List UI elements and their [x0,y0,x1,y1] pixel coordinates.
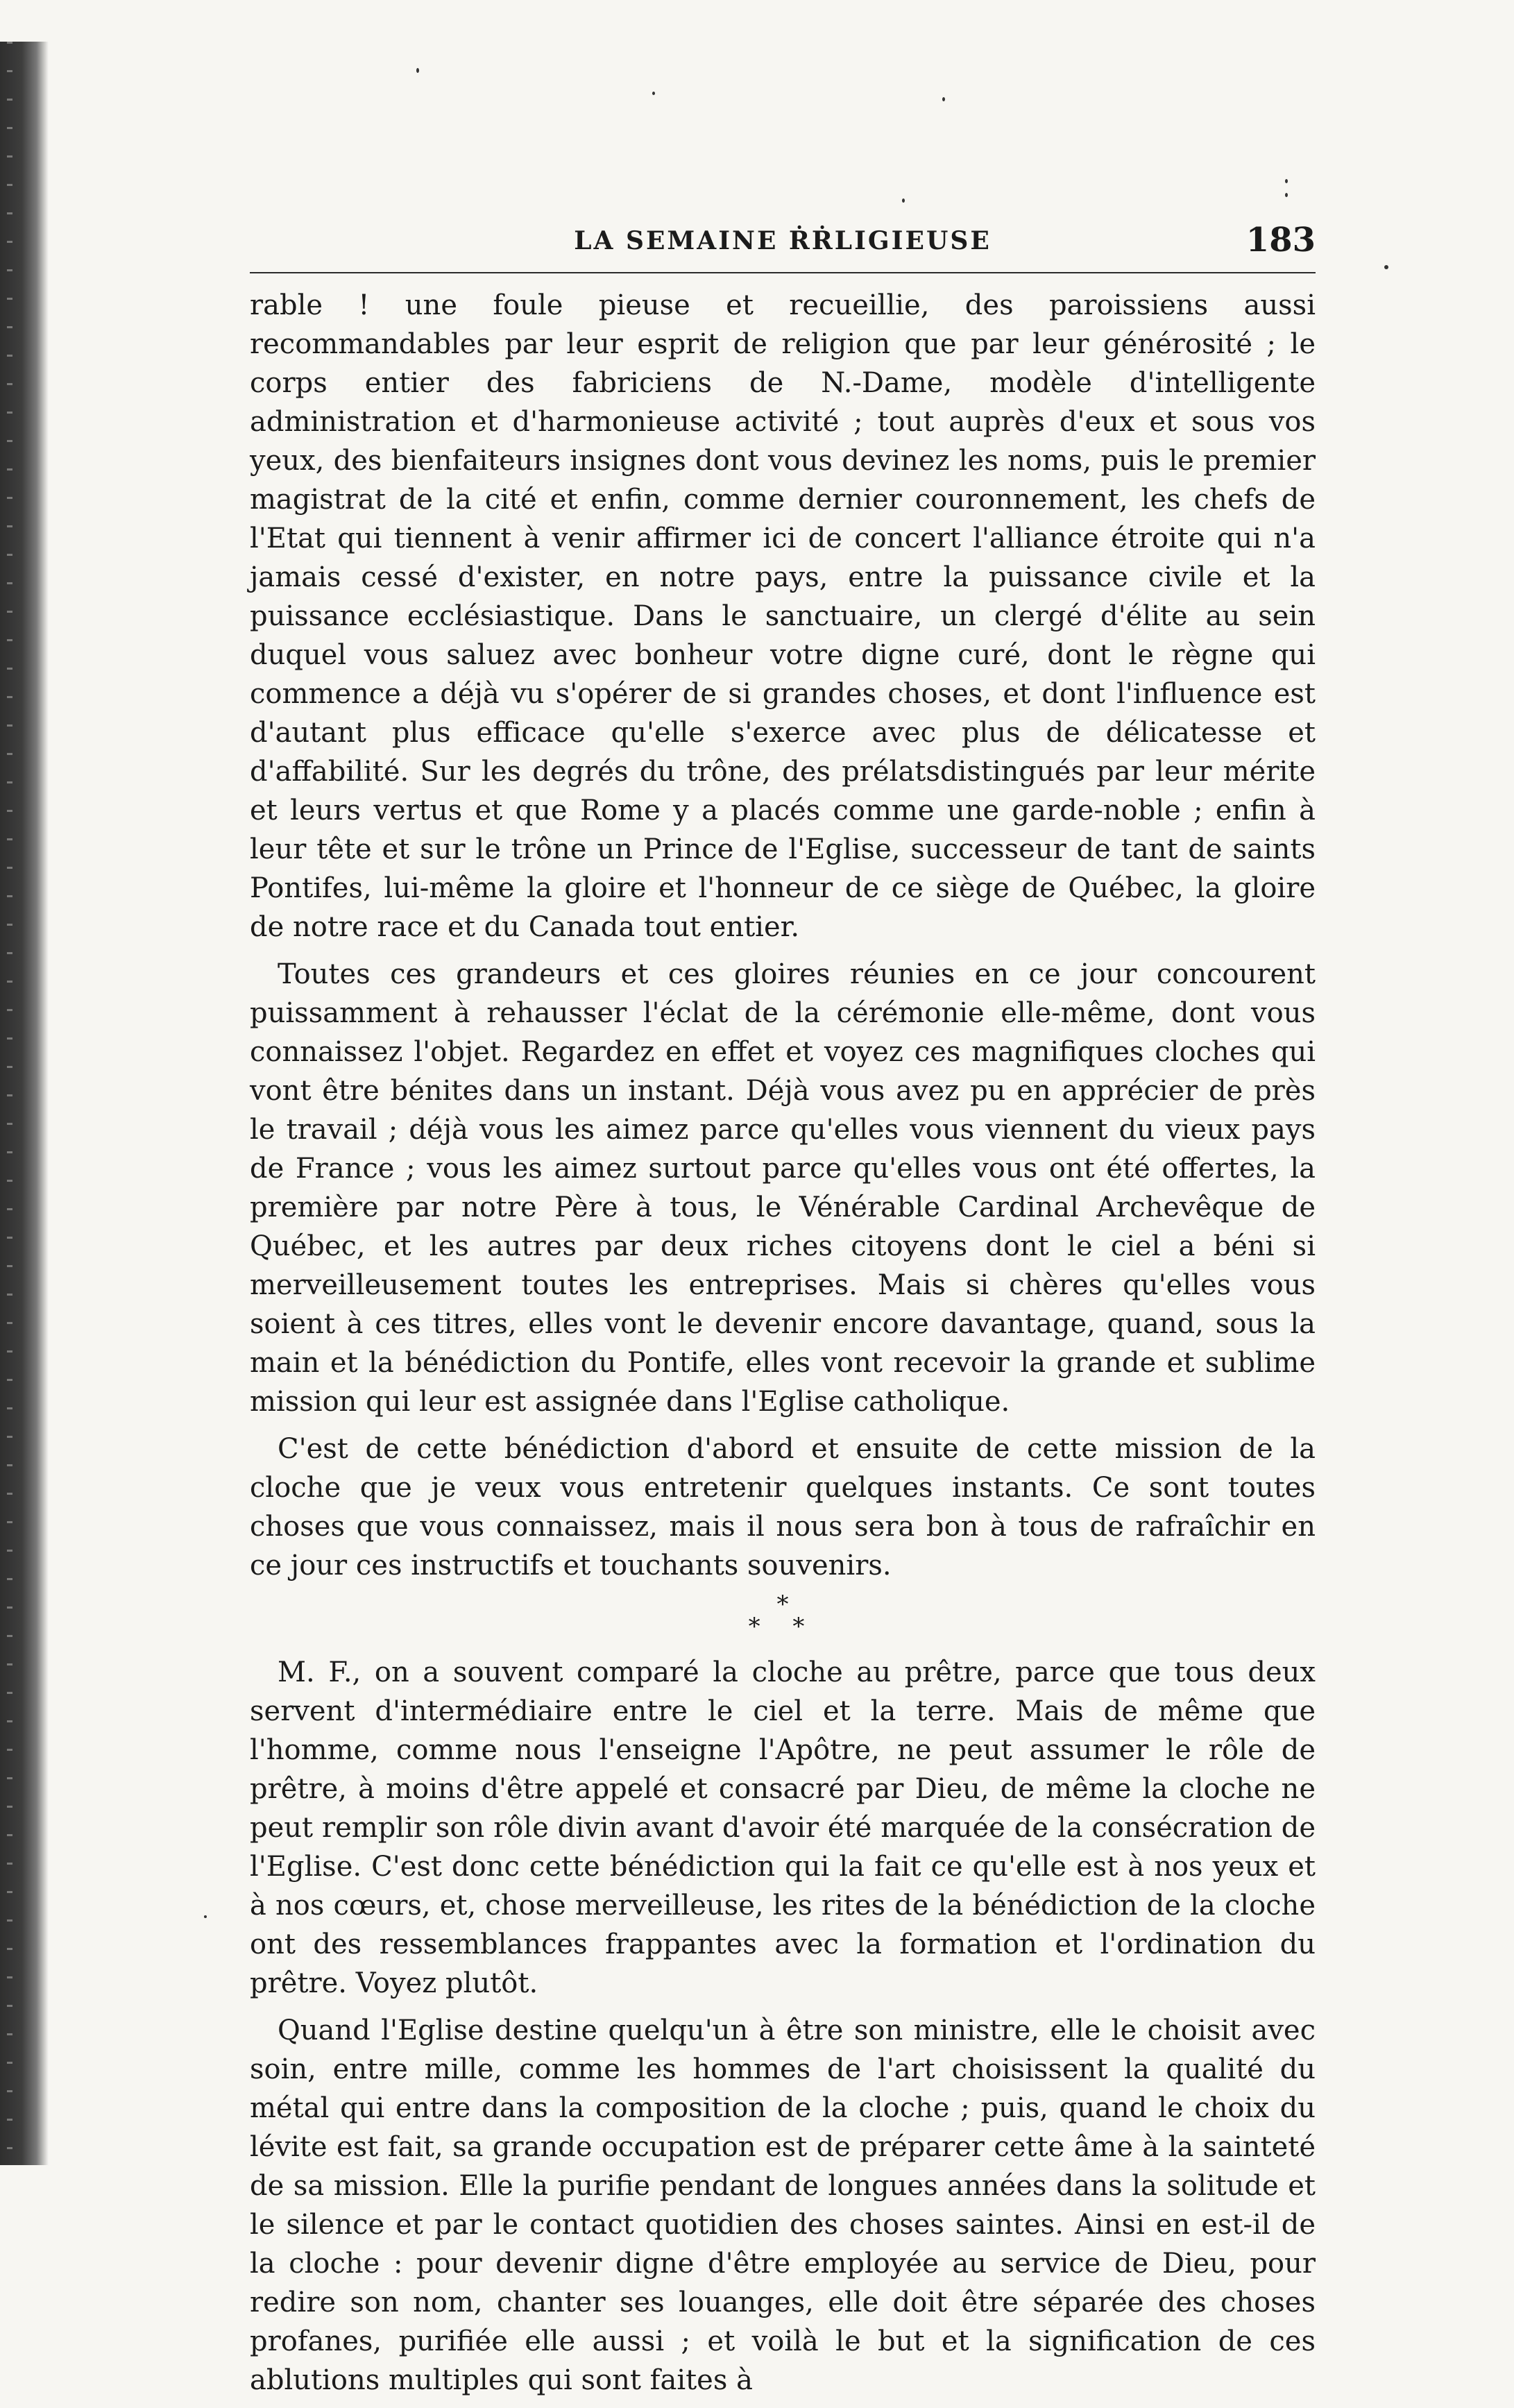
paragraph: Quand l'Eglise destine quelqu'un à être son ministre, elle le choisit avec soin, entre mille, comme les hommes de l'art choisissent la qualité du métal qui entre dans la composition de la cloche ; puis, quand le choix du lévite est fait, sa grande occupation est de préparer cette âme à la sainteté de sa mission. Elle la purifie pendant de longues années dans la solitude et le silence et par le contact quotidien des choses saintes. Ainsi en est-il de la cloche : pour devenir digne d'être employée au service de Dieu, pour redire son nom, chanter ses louanges, elle doit être séparée des choses profanes, purifiée elle aussi ; et voilà le but et la signification de ces ablutions multiples qui sont faites à [250,2015,1316,2396]
page-number: 183 [1245,221,1316,260]
body-text [250,286,1316,2400]
paragraph: rable ! une foule pieuse et recueillie, des paroissiens aussi recommandables par leur esprit de religion que par leur générosité ; le corps entier des fabriciens de N.-Dame, modèle d'intelligente administration et d'harmonieuse activité ; tout auprès d'eux et sous vos yeux, des bienfaiteurs insignes dont vous devinez les noms, puis le premier magistrat de la cité et enfin, comme dernier couronnement, les chefs de l'Etat qui tiennent à venir affirmer ici de concert l'alliance étroite qui n'a jamais cessé d'exister, en notre pays, entre la puissance civile et la puissance ecclésiastique. Dans le sanctuaire, un clergé d'élite au sein duquel vous saluez avec bonheur votre digne curé, dont le règne qui commence a déjà vu s'opérer de si grandes choses, et dont l'influence est d'autant plus efficace qu'elle s'exerce avec plus de délicatesse et d'affabilité. Sur les degrés du trône, des prélatsdistingués par leur mérite et leurs vertus et que Rome y a placés comme une garde-noble ; enfin à leur tête et sur le trône un Prince de l'Eglise, successeur de tant de saints Pontifes, lui-même la gloire et l'honneur de ce siège de Québec, la gloire de notre race et du Canada tout entier. [250,289,1316,943]
scan-speck [1285,193,1288,197]
header-rule [250,272,1316,273]
scan-speck [204,1915,207,1918]
asterism-bottom: * * [748,1613,817,1640]
asterism-top: * [776,1591,789,1618]
paragraph: C'est de cette bénédiction d'abord et ensuite de cette mission de la cloche que je veux vous entretenir quelques instants. Ce sont toutes choses que vous connaissez, mais il nous sera bon à tous de rafraîchir en ce jour ces instructifs et touchants souvenirs. [250,1433,1316,1582]
running-title: LA SEMAINE ṘṘLIGIEUSE [574,226,992,255]
paragraph: M. F., on a souvent comparé la cloche au prêtre, parce que tous deux servent d'intermédiaire entre le ciel et la terre. Mais de même que l'homme, comme nous l'enseigne l'Apôtre, ne peut assumer le rôle de prêtre, à moins d'être appelé et consacré par Dieu, de même la cloche ne peut remplir son rôle divin avant d'avoir été marquée de la consécration de l'Eglise. C'est donc cette bénédiction qui la fait ce qu'elle est à nos yeux et à nos cœurs, et, chose merveilleuse, les rites de la bénédiction de la cloche ont des ressemblances frappantes avec la formation et l'ordination du prêtre. Voyez plutôt. [250,1656,1316,1999]
running-head [250,221,1316,269]
scan-speck [902,198,905,203]
scan-speck [1285,179,1288,183]
scan-binding-edge [0,42,49,2165]
scan-speck [942,97,945,101]
scan-speck [416,68,419,73]
paragraph: Toutes ces grandeurs et ces gloires réunies en ce jour concourent puissamment à rehausser l'éclat de la cérémonie elle-même, dont vous connaissez l'objet. Regardez en effet et voyez ces magnifiques cloches qui vont être bénites dans un instant. Déjà vous avez pu en apprécier de près le travail ; déjà vous les aimez parce qu'elles vous viennent du vieux pays de France ; vous les aimez surtout parce qu'elles vous ont été offertes, la première par notre Père à tous, le Vénérable Cardinal Archevêque de Québec, et les autres par deux riches citoyens dont le ciel a béni si merveilleusement toutes les entreprises. Mais si chères qu'elles vous soient à ces titres, elles vont le devenir encore davantage, quand, sous la main et la bénédiction du Pontife, elles vont recevoir la grande et sublime mission qui leur est assignée dans l'Eglise catholique. [250,958,1316,1418]
section-asterism [250,1593,1316,1638]
scan-speck [652,92,655,95]
scan-speck [1384,265,1388,269]
document-page [250,221,1316,2408]
